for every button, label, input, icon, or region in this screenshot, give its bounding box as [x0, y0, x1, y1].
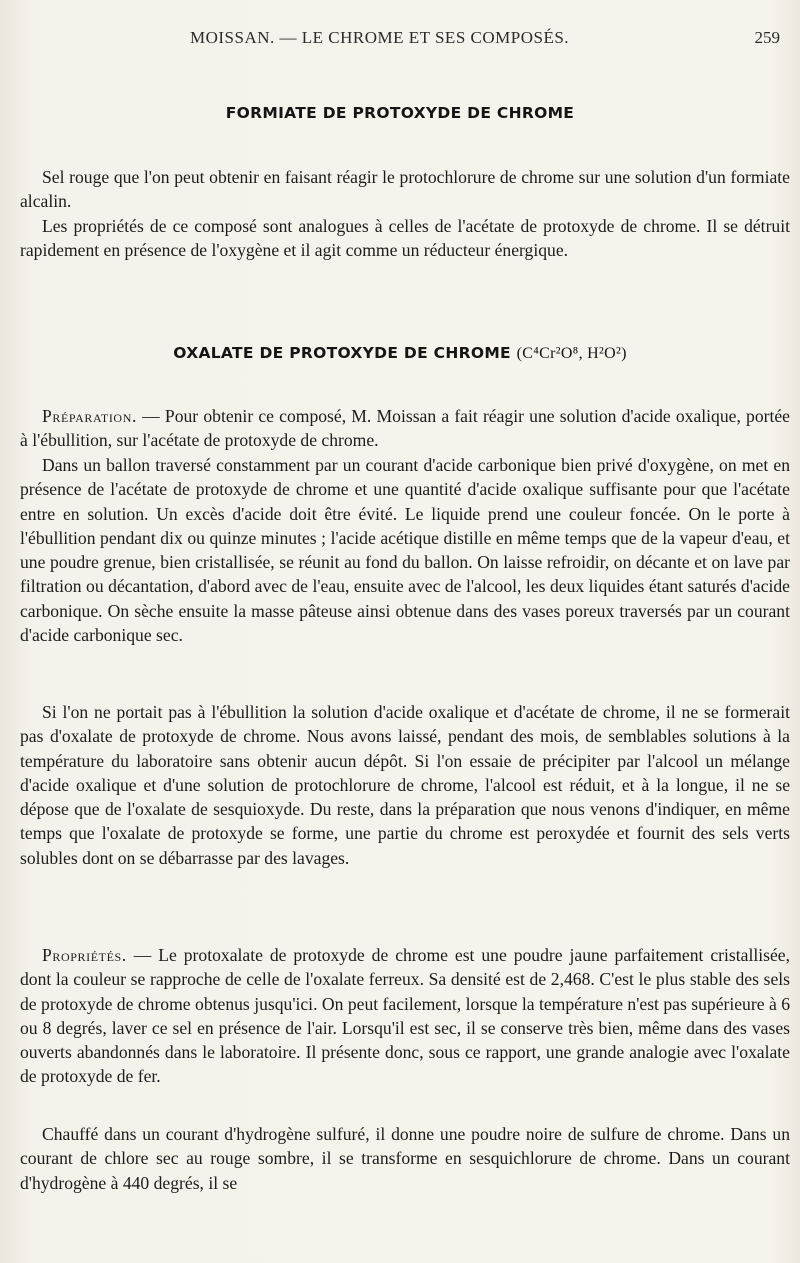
properties-text: — Le protoxalate de protoxyde de chrome est une poudre jaune parfaitement cristallisée, dont la couleur se rapproche de celle de l'oxalate ferreux. Sa densité est de 2,468. C'est le plus stable des sels de protoxyde de chrome obtenus jusqu'ici. On peut facilement, lorsque la température n'est pas supérieure à 6 ou 8 degrés, laver ce sel en présence de l'air. Lorsqu'il est sec, il se conserve très bien, même dans des vases ouverts abandonnés dans le laboratoire. Il présente donc, sous ce rapport, une grande analogie avec l'oxalate de protoxyde de fer.	[20, 945, 790, 1087]
properties-label: Propriétés.	[42, 945, 127, 965]
paragraph-preparation	[20, 404, 790, 453]
page-header	[0, 28, 800, 52]
paragraph-properties	[20, 943, 790, 1089]
paragraph-oxalate-ebullition: Si l'on ne portait pas à l'ébullition la solution d'acide oxalique et d'acétate de chrome, il ne se formerait pas d'oxalate de protoxyde de chrome. Nous avons laissé, pendant des mois, de semblables solutions à la température du laboratoire sans obtenir aucun dépôt. Si l'on essaie de précipiter par l'alcool un mélange d'acide oxalique et d'une solution de protochlorure de chrome, l'alcool est réduit, et à la longue, il ne se dépose que de l'oxalate de sesquioxyde. Du reste, dans la préparation que nous venons d'indiquer, en même temps que l'oxalate de protoxyde se forme, une partie du chrome est peroxydée et fournit des sels verts solubles dont on se débarrasse par des lavages.	[20, 702, 790, 868]
preparation-label: Préparation.	[42, 406, 137, 426]
paragraph-oxalate-procedure: Dans un ballon traversé constamment par un courant d'acide carbonique bien privé d'oxygène, on met en présence de l'acétate de protoxyde de chrome et une quantité d'acide oxalique suffisante pour que l'acétate entre en solution. Un excès d'acide doit être évité. Le liquide prend une couleur foncée. On le porte à l'ébullition pendant dix ou quinze minutes ; l'acide acétique distille en même temps que de la vapeur d'eau, et une poudre grenue, bien cristallisée, se réunit au fond du ballon. On laisse refroidir, on décante et on lave par filtration ou décantation, d'abord avec de l'eau, ensuite avec de l'alcool, les deux liquides étant saturés d'acide carbonique. On sèche ensuite la masse pâteuse ainsi obtenue dans des vases poreux traversés par un courant d'acide carbonique sec.	[20, 455, 790, 646]
paragraph-formiate-1: Sel rouge que l'on peut obtenir en faisant réagir le protochlorure de chrome sur une solution d'un formiate alcalin.	[20, 167, 790, 212]
page-number: 259	[754, 28, 780, 47]
oxalate-formula: (C⁴Cr²O⁸, H²O²)	[516, 345, 627, 362]
paragraph-formiate-2: Les propriétés de ce composé sont analogues à celles de l'acétate de protoxyde de chrome. Il se détruit rapidement en présence de l'oxygène et il agit comme un réducteur énergique.	[20, 216, 790, 261]
preparation-text: — Pour obtenir ce composé, M. Moissan a fait réagir une solution d'acide oxalique, portée à l'ébullition, sur l'acétate de protoxyde de chrome.	[20, 406, 790, 451]
section-title-formiate: FORMIATE DE PROTOXYDE DE CHROME	[225, 104, 575, 122]
section-title-oxalate	[0, 344, 800, 363]
paragraph-heating: Chauffé dans un courant d'hydrogène sulfuré, il donne une poudre noire de sulfure de chrome. Dans un courant de chlore sec au rouge sombre, il se transforme en sesquichlorure de chrome. Dans un courant d'hydrogène à 440 degrés, il se	[20, 1124, 790, 1193]
oxalate-title-text: OXALATE DE PROTOXYDE DE CHROME	[173, 344, 511, 362]
running-title: MOISSAN. — LE CHROME ET SES COMPOSÉS.	[190, 28, 570, 47]
